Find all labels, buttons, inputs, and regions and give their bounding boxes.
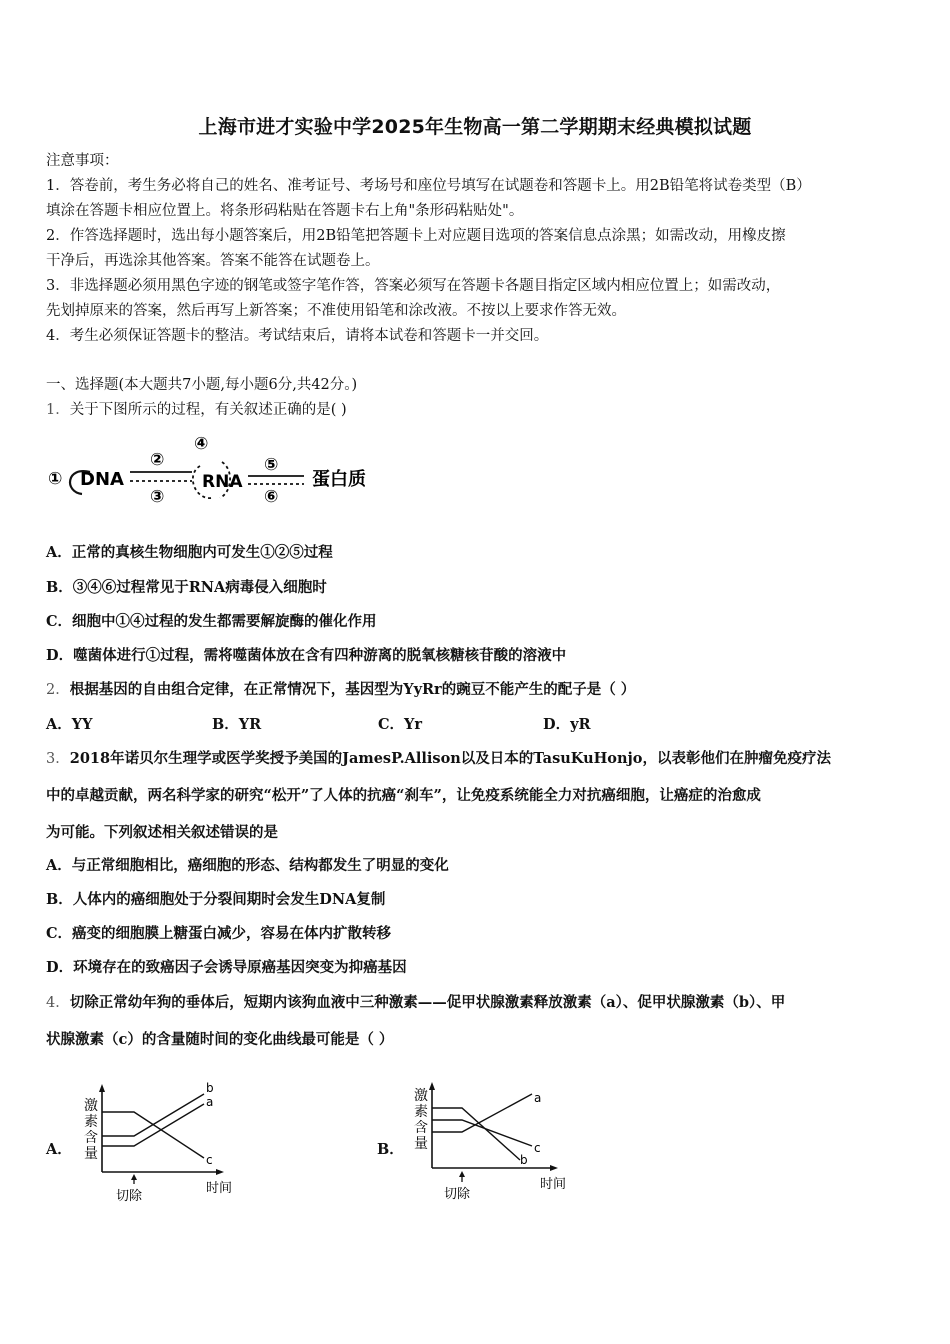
question-2 <box>46 680 635 700</box>
option-2a: A．YY <box>46 716 93 733</box>
y-axis-label: 激 <box>414 1088 428 1104</box>
curve-label-b: b <box>520 1153 528 1167</box>
question-stem: 关于下图所示的过程，有关叙述正确的是( ) <box>69 402 347 418</box>
dna-label: DNA <box>80 469 124 490</box>
curve-label-a: a <box>534 1091 542 1105</box>
cut-label: 切除 <box>116 1189 143 1204</box>
question-number: 4． <box>46 995 70 1011</box>
option-2b: B．YR <box>212 716 262 733</box>
notice-line: 填涂在答题卡相应位置上。将条形码粘贴在答题卡右上角"条形码粘贴处"。 <box>46 203 524 219</box>
option-1d: D．噬菌体进行①过程，需将噬菌体放在含有四种游离的脱氧核糖核苷酸的溶液中 <box>46 647 567 664</box>
question-3 <box>46 749 831 769</box>
notice-heading: 注意事项： <box>46 153 119 169</box>
question-stem: 根据基因的自由组合定律，在正常情况下，基因型为YyRr的豌豆不能产生的配子是（ ） <box>69 681 636 698</box>
process-3-label: ③ <box>150 487 165 507</box>
cut-marker-arrowhead <box>459 1171 465 1177</box>
y-axis-label: 含 <box>414 1120 428 1136</box>
notice-line: 干净后，再选涂其他答案。答案不能答在试题卷上。 <box>46 253 380 269</box>
page-title: 上海市进才实验中学2025年生物高一第二学期期末经典模拟试题 <box>198 116 752 138</box>
y-axis-label: 量 <box>414 1136 428 1152</box>
x-axis-arrowhead <box>550 1165 558 1171</box>
process-1-label: ① <box>48 469 63 489</box>
process-5-label: ⑤ <box>264 455 279 475</box>
curve-label-a: a <box>206 1095 214 1109</box>
option-4b-label: B． <box>377 1141 404 1158</box>
cut-label: 切除 <box>444 1187 471 1202</box>
option-3b: B．人体内的癌细胞处于分裂间期时会发生DNA复制 <box>46 891 386 908</box>
option-3a: A．与正常细胞相比，癌细胞的形态、结构都发生了明显的变化 <box>46 857 449 874</box>
question-stem-line: 切除正常幼年狗的垂体后，短期内该狗血液中三种激素——促甲状腺激素释放激素（a）、促甲状腺激素（b）、甲 <box>69 994 786 1011</box>
notice-line: 4．考生必须保证答题卡的整洁。考试结束后，请将本试卷和答题卡一并交回。 <box>46 328 549 344</box>
y-axis-arrowhead <box>429 1082 435 1090</box>
question-stem-line: 中的卓越贡献，两名科学家的研究“松开”了人体的抗癌“刹车”，让免疫系统能全力对抗癌细胞，让癌症的治愈成 <box>46 787 761 804</box>
process-2-label: ② <box>150 450 165 470</box>
option-3c: C．癌变的细胞膜上糖蛋白减少，容易在体内扩散转移 <box>46 925 392 942</box>
curve-label-c: c <box>534 1141 541 1155</box>
central-dogma-figure <box>46 430 386 510</box>
hormone-graph-a <box>78 1076 248 1208</box>
notice-line: 3．非选择题必须用黑色字迹的钢笔或签字笔作答，答案必须写在答题卡各题目指定区域内相应位置上；如需改动， <box>46 278 781 294</box>
x-axis-label: 时间 <box>540 1177 567 1192</box>
rna-label: RNA <box>202 472 243 492</box>
option-1a: A．正常的真核生物细胞内可发生①②⑤过程 <box>46 544 333 561</box>
y-axis-label: 量 <box>84 1146 98 1162</box>
question-number: 2． <box>46 682 70 698</box>
curve-b <box>432 1108 520 1160</box>
question-stem-line: 为可能。下列叙述相关叙述错误的是 <box>46 824 278 841</box>
question-4 <box>46 993 785 1013</box>
y-axis-label: 素 <box>414 1104 428 1120</box>
option-1c: C．细胞中①④过程的发生都需要解旋酶的催化作用 <box>46 613 377 630</box>
curve-c <box>432 1120 532 1146</box>
process-6-label: ⑥ <box>264 487 279 507</box>
option-3d: D．环境存在的致癌因子会诱导原癌基因突变为抑癌基因 <box>46 959 407 976</box>
hormone-graph-b <box>408 1076 583 1208</box>
question-stem-line: 状腺激素（c）的含量随时间的变化曲线最可能是（ ） <box>46 1031 394 1048</box>
y-axis-label: 激 <box>84 1098 98 1114</box>
question-number: 3． <box>46 751 70 767</box>
section-heading: 一、选择题(本大题共7小题,每小题6分,共42分。) <box>46 377 358 393</box>
option-1b: B．③④⑥过程常见于RNA病毒侵入细胞时 <box>46 579 327 596</box>
question-number: 1． <box>46 402 70 418</box>
question-stem-line: 2018年诺贝尔生理学或医学奖授予美国的JamesP.Allison以及日本的TasuKuHonjo，以表彰他们在肿瘤免疫疗法 <box>69 750 831 767</box>
process-4-label: ④ <box>194 434 209 454</box>
notice-line: 1．答卷前，考生务必将自己的姓名、准考证号、考场号和座位号填写在试题卷和答题卡上。用2B铅笔将试卷类型（B） <box>46 178 811 194</box>
protein-label: 蛋白质 <box>312 469 366 490</box>
x-axis-arrowhead <box>216 1169 224 1175</box>
y-axis-arrowhead <box>99 1084 105 1092</box>
notice-line: 先划掉原来的答案，然后再写上新答案；不准使用铅笔和涂改液。不按以上要求作答无效。 <box>46 303 626 319</box>
y-axis-label: 含 <box>84 1130 98 1146</box>
notice-line: 2．作答选择题时，选出每小题答案后，用2B铅笔把答题卡上对应题目选项的答案信息点涂黑；如需改动，用橡皮擦 <box>46 228 786 244</box>
question-1 <box>46 400 347 420</box>
option-2c: C．Yr <box>378 716 423 733</box>
option-4a-label: A． <box>46 1141 72 1158</box>
option-2d: D．yR <box>543 716 591 733</box>
x-axis-label: 时间 <box>206 1181 233 1196</box>
curve-label-b: b <box>206 1081 214 1095</box>
cut-marker-arrowhead <box>131 1174 137 1180</box>
curve-label-c: c <box>206 1153 213 1167</box>
y-axis-label: 素 <box>84 1114 98 1130</box>
curve-b <box>102 1094 204 1136</box>
